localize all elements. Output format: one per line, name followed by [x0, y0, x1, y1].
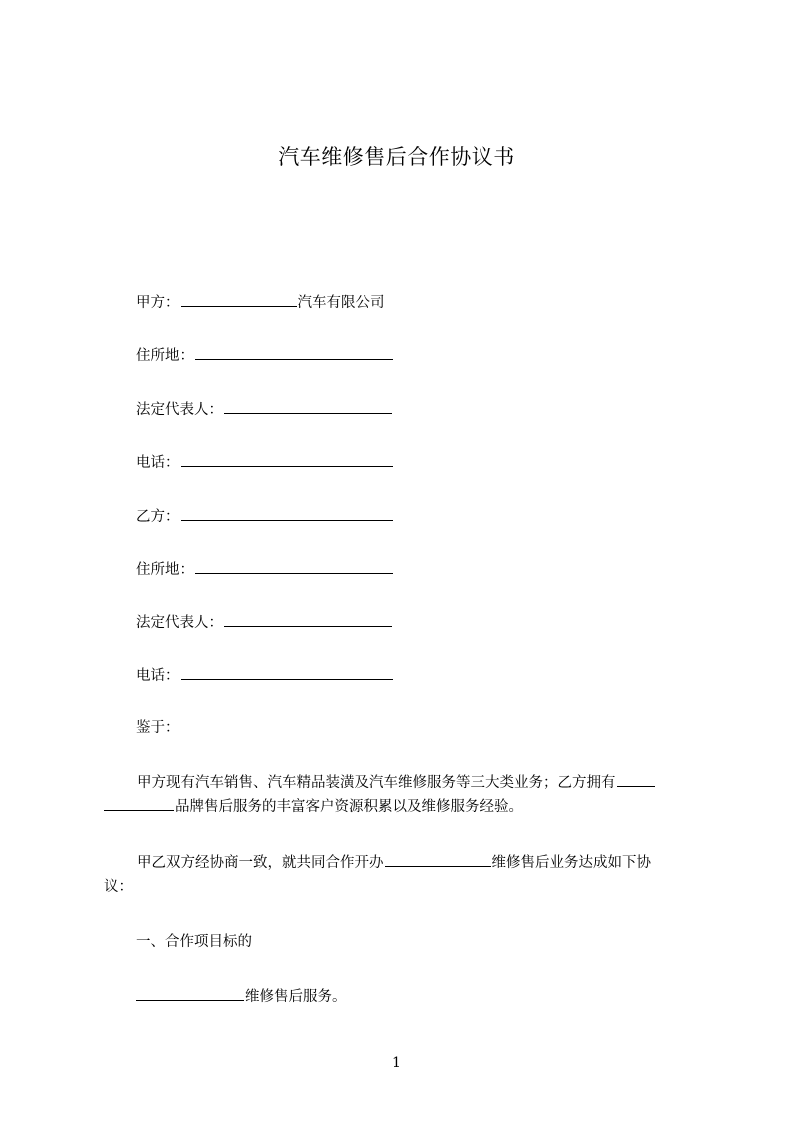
- section-1-line: [136, 985, 347, 1007]
- party-b-phone-blank: [181, 664, 393, 680]
- party-b-phone-label: 电话：: [136, 668, 180, 684]
- party-b-label: 乙方：: [136, 509, 180, 525]
- party-b-representative-line: [136, 611, 393, 633]
- party-a-address-line: [136, 344, 394, 366]
- paragraph-business-text-1: 甲方现有汽车销售、汽车精品装潢及汽车维修服务等三大类业务；乙方拥有: [137, 775, 616, 791]
- party-a-representative-line: [136, 398, 393, 420]
- paragraph-agreement: [104, 851, 704, 899]
- section-1-heading: 一、合作项目标的: [136, 934, 252, 950]
- page-number: 1: [392, 1055, 401, 1071]
- paragraph-agreement-text-3: 议：: [104, 879, 133, 895]
- party-a-phone-label: 电话：: [136, 455, 180, 471]
- party-a-address-blank: [195, 344, 393, 360]
- party-b-address-blank: [195, 558, 393, 574]
- brand-blank-2: [104, 795, 174, 811]
- whereas-heading: 鉴于：: [136, 720, 180, 736]
- document-title: 汽车维修售后合作协议书: [278, 145, 515, 169]
- party-b-address-line: [136, 558, 394, 580]
- party-a-representative-label: 法定代表人：: [136, 402, 223, 418]
- party-a-label: 甲方：: [136, 295, 180, 311]
- service-subject-blank: [136, 985, 244, 1001]
- paragraph-business: [104, 771, 704, 819]
- paragraph-agreement-text-2: 维修售后业务达成如下协: [491, 855, 651, 871]
- party-a-representative-blank: [224, 398, 392, 414]
- party-a-name-blank: [181, 291, 297, 307]
- party-b-name-blank: [181, 505, 393, 521]
- party-a-phone-line: [136, 451, 394, 473]
- paragraph-agreement-text-1: 甲乙双方经协商一致，就共同合作开办: [137, 855, 384, 871]
- party-b-line: [136, 505, 394, 527]
- party-a-line: [136, 291, 385, 313]
- party-b-address-label: 住所地：: [136, 562, 194, 578]
- paragraph-business-text-2: 品牌售后服务的丰富客户资源积累以及维修服务经验。: [175, 799, 523, 815]
- cooperation-blank: [385, 851, 491, 867]
- section-1-text: 维修售后服务。: [245, 989, 347, 1005]
- party-a-address-label: 住所地：: [136, 348, 194, 364]
- party-b-representative-blank: [224, 611, 392, 627]
- party-b-phone-line: [136, 664, 394, 686]
- party-b-representative-label: 法定代表人：: [136, 615, 223, 631]
- brand-blank-1: [617, 771, 655, 787]
- party-a-suffix: 汽车有限公司: [297, 295, 385, 311]
- party-a-phone-blank: [181, 451, 393, 467]
